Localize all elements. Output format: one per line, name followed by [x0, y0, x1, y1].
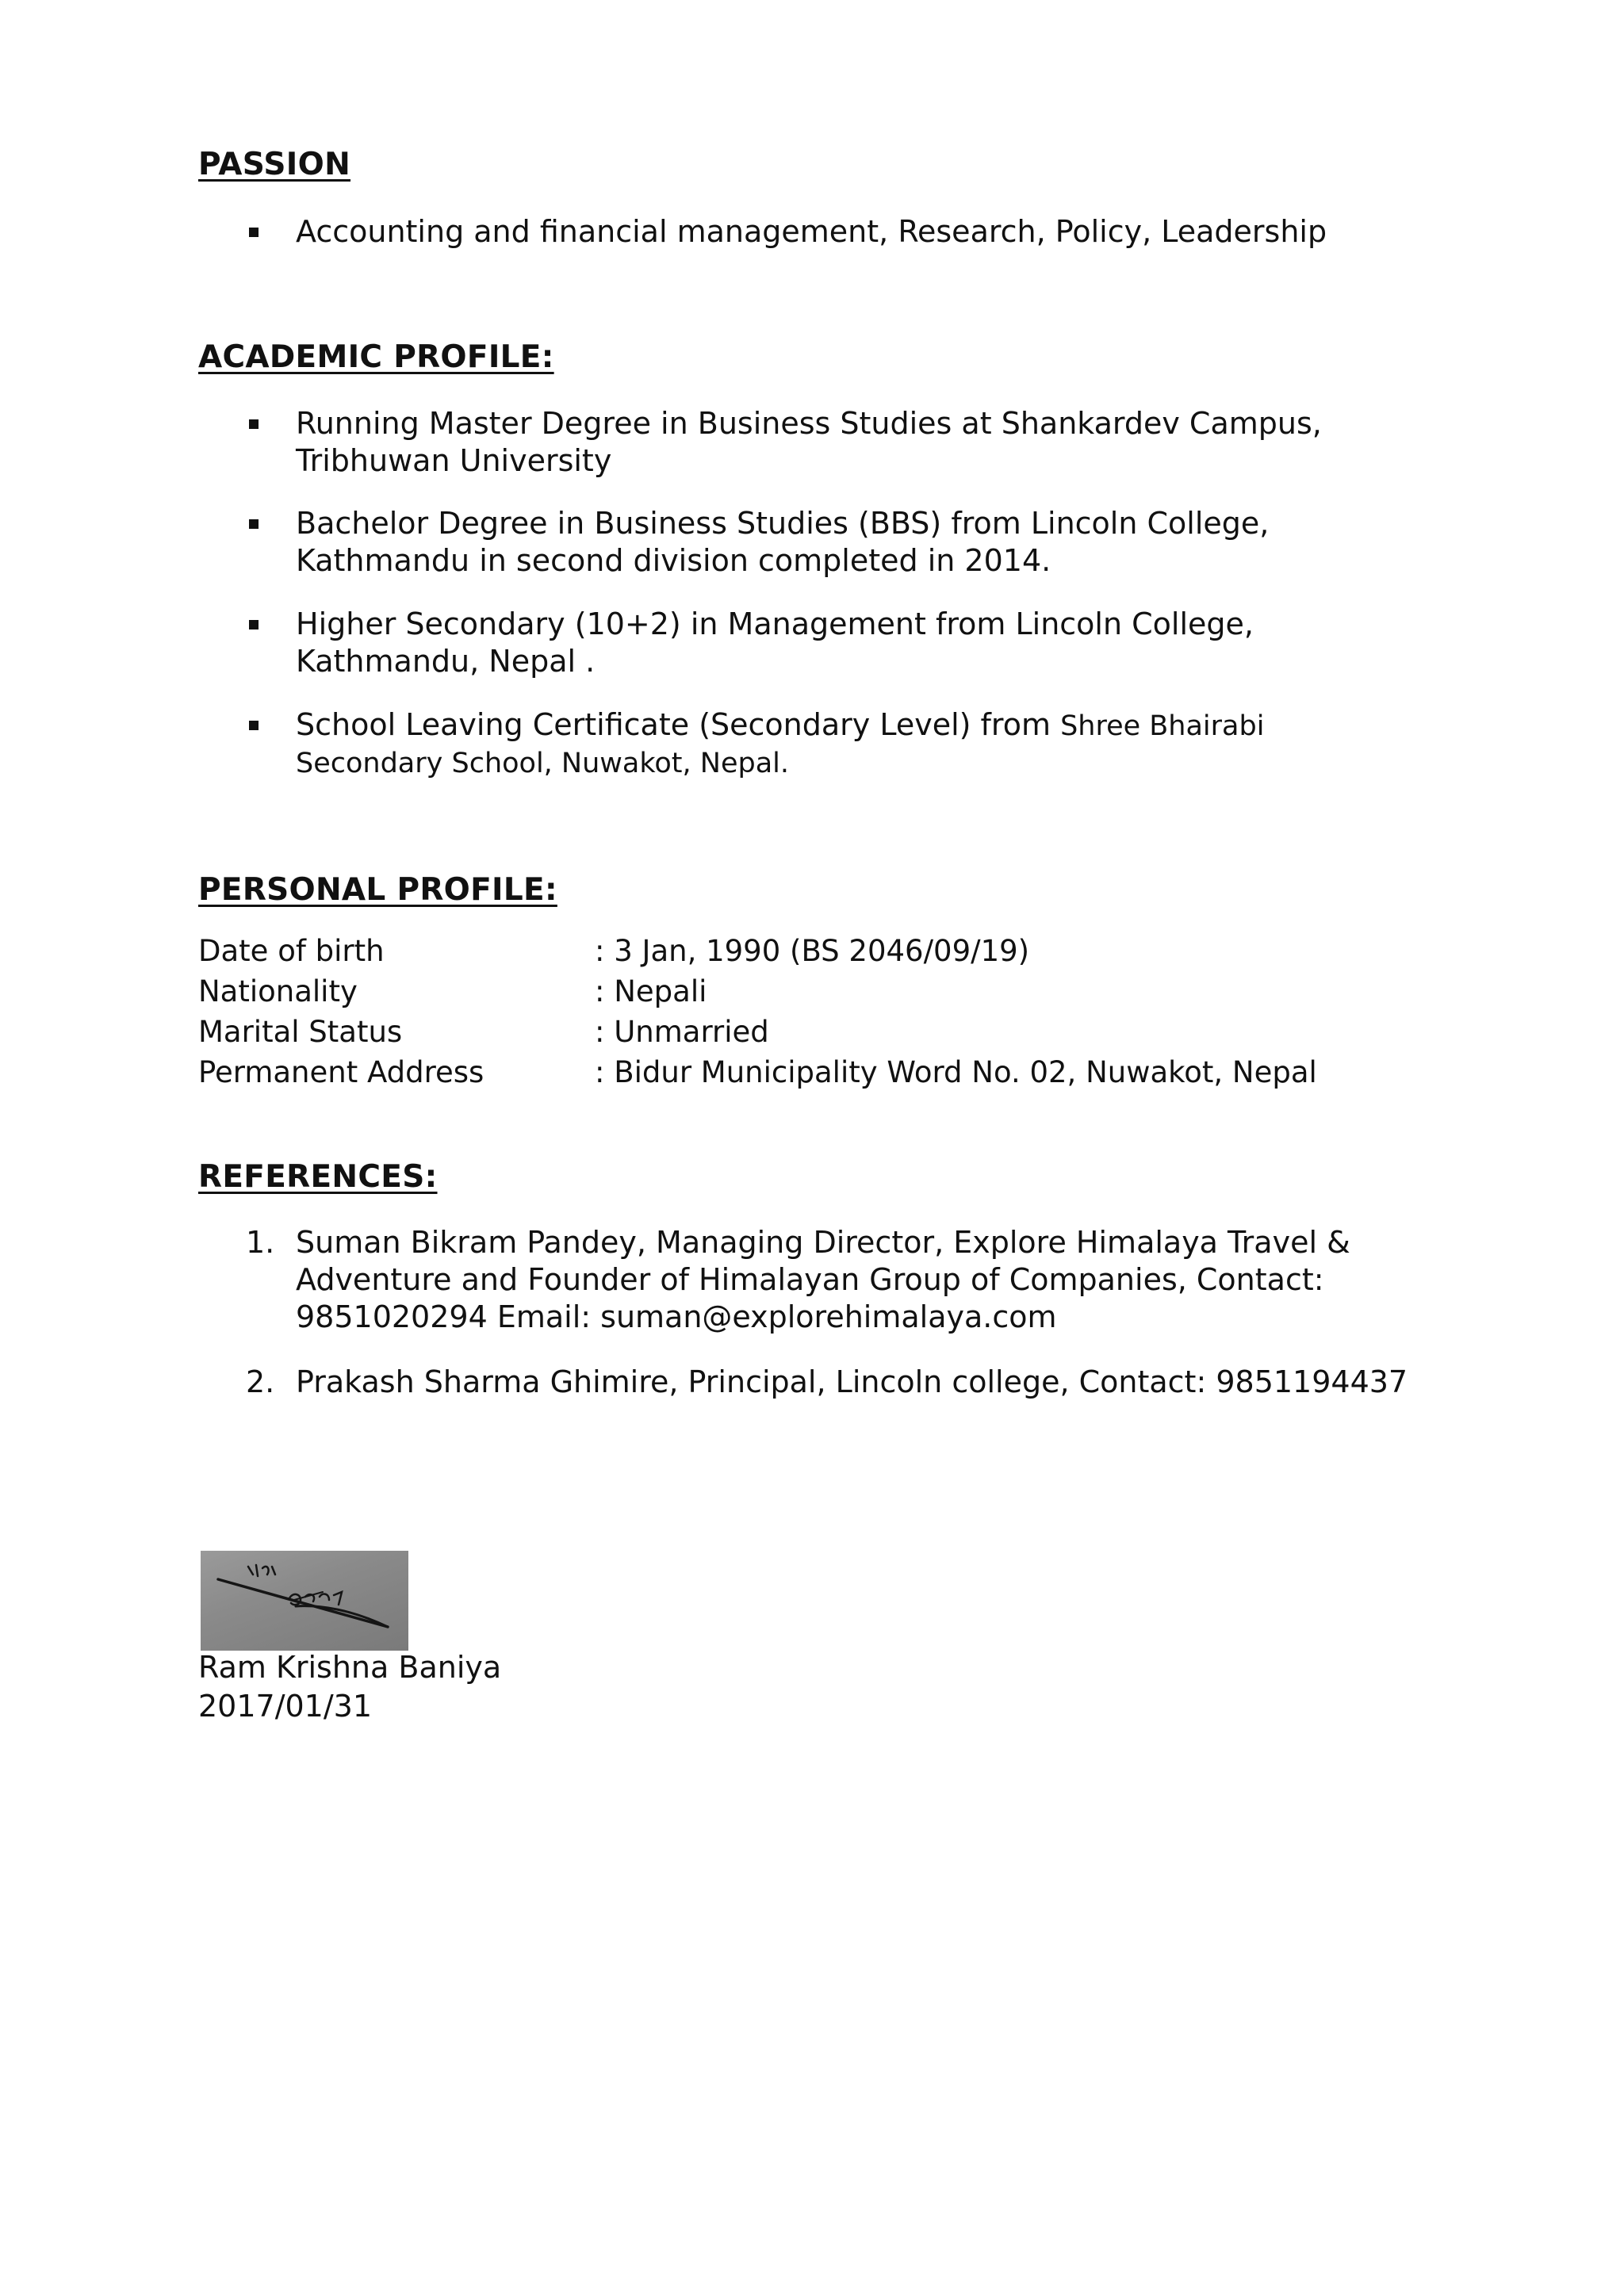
passion-item: Accounting and financial management, Research, Policy, Leadership [296, 214, 1327, 249]
academic-item-4-line-2 [296, 744, 789, 783]
reference-number: 1. [246, 1225, 275, 1260]
reference-2-line-1: Prakash Sharma Ghimire, Principal, Lincoln college, Contact: 9851194437 [296, 1364, 1408, 1399]
academic-item-1-line-1: Running Master Degree in Business Studies at Shankardev Campus, [296, 406, 1322, 441]
bullet-icon [249, 721, 259, 730]
academic-item-3-line-1: Higher Secondary (10+2) in Management from Lincoln College, [296, 607, 1254, 641]
reference-number: 2. [246, 1364, 275, 1399]
signature-image [201, 1551, 408, 1651]
signature-scribble [201, 1551, 408, 1651]
academic-item-1-line-2: Tribhuwan University [296, 443, 612, 478]
reference-1-line-3: 9851020294 Email: suman@explorehimalaya.com [296, 1299, 1057, 1334]
passion-heading: PASSION [198, 147, 351, 182]
academic-heading: ACADEMIC PROFILE: [198, 339, 554, 375]
bullet-icon [249, 620, 259, 629]
references-heading: REFERENCES: [198, 1159, 438, 1195]
address-value: : Bidur Municipality Word No. 02, Nuwakot, Nepal [595, 1055, 1317, 1089]
dob-value: : 3 Jan, 1990 (BS 2046/09/19) [595, 934, 1030, 968]
academic-item-4-school: Shree Bhairabi [1060, 710, 1265, 742]
signature-date: 2017/01/31 [198, 1689, 373, 1724]
reference-1-line-2: Adventure and Founder of Himalayan Group of Companies, Contact: [296, 1262, 1324, 1297]
marital-status-value: : Unmarried [595, 1015, 769, 1049]
academic-item-3-line-2: Kathmandu, Nepal . [296, 644, 596, 679]
marital-status-label: Marital Status [198, 1015, 403, 1049]
bullet-icon [249, 519, 259, 529]
academic-item-4-school-cont: Secondary School, Nuwakot, Nepal. [296, 748, 790, 779]
signatory-name: Ram Krishna Baniya [198, 1650, 502, 1685]
academic-item-4-text: School Leaving Certificate (Secondary Level) from [296, 707, 1061, 742]
academic-item-2-line-2: Kathmandu in second division completed in 2014. [296, 543, 1051, 578]
personal-heading: PERSONAL PROFILE: [198, 872, 557, 908]
bullet-icon [249, 228, 259, 237]
reference-1-line-1: Suman Bikram Pandey, Managing Director, Explore Himalaya Travel & [296, 1225, 1350, 1260]
nationality-label: Nationality [198, 974, 358, 1008]
address-label: Permanent Address [198, 1055, 485, 1089]
bullet-icon [249, 419, 259, 429]
academic-item-2-line-1: Bachelor Degree in Business Studies (BBS) from Lincoln College, [296, 506, 1270, 541]
academic-item-4-line-1 [296, 706, 1264, 745]
dob-label: Date of birth [198, 934, 385, 968]
nationality-value: : Nepali [595, 974, 707, 1008]
